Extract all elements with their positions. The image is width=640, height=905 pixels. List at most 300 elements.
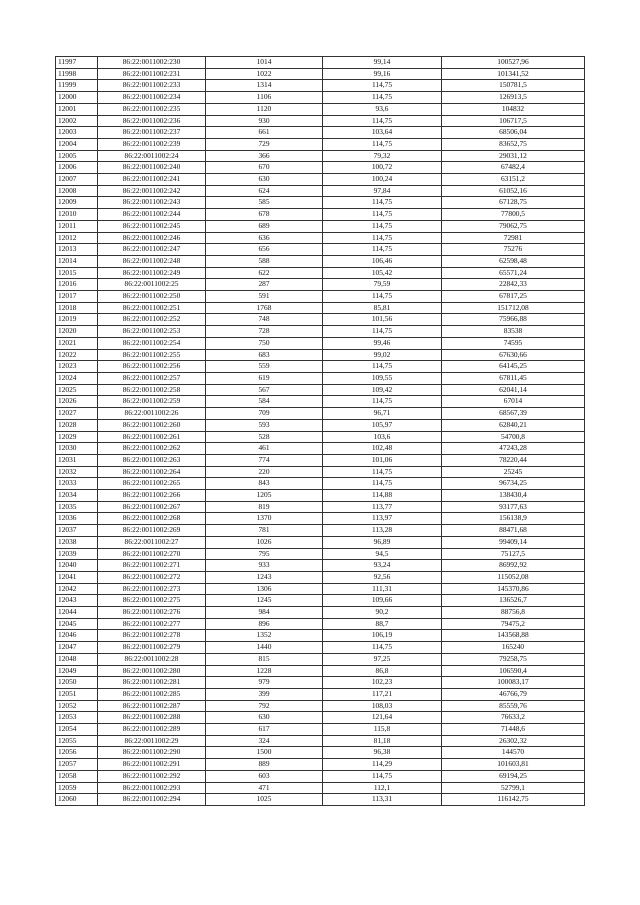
value-cell: 46766,79 bbox=[442, 688, 585, 700]
rate-cell: 94,5 bbox=[323, 548, 442, 560]
cadastral-number-cell: 86:22:0011002:241 bbox=[98, 174, 206, 186]
rate-cell: 114,75 bbox=[323, 197, 442, 209]
cadastral-number-cell: 86:22:0011002:287 bbox=[98, 700, 206, 712]
table-row bbox=[56, 361, 585, 373]
value-cell: 83538 bbox=[442, 326, 585, 338]
rate-cell: 103,6 bbox=[323, 431, 442, 443]
area-cell: 1025 bbox=[206, 794, 323, 806]
cadastral-number-cell: 86:22:0011002:272 bbox=[98, 571, 206, 583]
rate-cell: 101,56 bbox=[323, 314, 442, 326]
cadastral-number-cell: 86:22:0011002:280 bbox=[98, 665, 206, 677]
rate-cell: 85,81 bbox=[323, 302, 442, 314]
value-cell: 68506,04 bbox=[442, 127, 585, 139]
area-cell: 1768 bbox=[206, 302, 323, 314]
area-cell: 792 bbox=[206, 700, 323, 712]
table-row bbox=[56, 255, 585, 267]
value-cell: 138430,4 bbox=[442, 490, 585, 502]
cadastral-number-cell: 86:22:0011002:289 bbox=[98, 724, 206, 736]
area-cell: 399 bbox=[206, 688, 323, 700]
area-cell: 930 bbox=[206, 115, 323, 127]
area-cell: 1022 bbox=[206, 68, 323, 80]
table-row bbox=[56, 618, 585, 630]
area-cell: 1243 bbox=[206, 571, 323, 583]
row-number-cell: 12058 bbox=[56, 770, 98, 782]
cadastral-number-cell: 86:22:0011002:240 bbox=[98, 162, 206, 174]
table-row bbox=[56, 642, 585, 654]
value-cell: 79258,75 bbox=[442, 653, 585, 665]
row-number-cell: 12035 bbox=[56, 501, 98, 513]
area-cell: 819 bbox=[206, 501, 323, 513]
area-cell: 683 bbox=[206, 349, 323, 361]
area-cell: 1245 bbox=[206, 595, 323, 607]
row-number-cell: 12040 bbox=[56, 560, 98, 572]
area-cell: 619 bbox=[206, 372, 323, 384]
cadastral-number-cell: 86:22:0011002:250 bbox=[98, 291, 206, 303]
table-row bbox=[56, 724, 585, 736]
row-number-cell: 12049 bbox=[56, 665, 98, 677]
value-cell: 88471,68 bbox=[442, 525, 585, 537]
cadastral-number-cell: 86:22:0011002:26 bbox=[98, 408, 206, 420]
table-row bbox=[56, 103, 585, 115]
table-row bbox=[56, 712, 585, 724]
table-row bbox=[56, 454, 585, 466]
cadastral-number-cell: 86:22:0011002:292 bbox=[98, 770, 206, 782]
value-cell: 116142,75 bbox=[442, 794, 585, 806]
value-cell: 62840,21 bbox=[442, 419, 585, 431]
area-cell: 1352 bbox=[206, 630, 323, 642]
row-number-cell: 12045 bbox=[56, 618, 98, 630]
row-number-cell: 12046 bbox=[56, 630, 98, 642]
rate-cell: 114,75 bbox=[323, 115, 442, 127]
value-cell: 71448,6 bbox=[442, 724, 585, 736]
area-cell: 750 bbox=[206, 337, 323, 349]
area-cell: 1026 bbox=[206, 536, 323, 548]
cadastral-number-cell: 86:22:0011002:233 bbox=[98, 80, 206, 92]
value-cell: 74595 bbox=[442, 337, 585, 349]
cadastral-number-cell: 86:22:0011002:29 bbox=[98, 735, 206, 747]
value-cell: 25245 bbox=[442, 466, 585, 478]
area-cell: 617 bbox=[206, 724, 323, 736]
value-cell: 64145,25 bbox=[442, 361, 585, 373]
table-row bbox=[56, 162, 585, 174]
row-number-cell: 12056 bbox=[56, 747, 98, 759]
table-row bbox=[56, 349, 585, 361]
cadastral-number-cell: 86:22:0011002:294 bbox=[98, 794, 206, 806]
table-row bbox=[56, 431, 585, 443]
table-row bbox=[56, 759, 585, 771]
value-cell: 67128,75 bbox=[442, 197, 585, 209]
value-cell: 76633,2 bbox=[442, 712, 585, 724]
area-cell: 366 bbox=[206, 150, 323, 162]
value-cell: 99409,14 bbox=[442, 536, 585, 548]
area-cell: 591 bbox=[206, 291, 323, 303]
rate-cell: 93,24 bbox=[323, 560, 442, 572]
row-number-cell: 12044 bbox=[56, 607, 98, 619]
table-row bbox=[56, 80, 585, 92]
value-cell: 136526,7 bbox=[442, 595, 585, 607]
table-row bbox=[56, 244, 585, 256]
cadastral-number-cell: 86:22:0011002:27 bbox=[98, 536, 206, 548]
area-cell: 630 bbox=[206, 712, 323, 724]
rate-cell: 92,56 bbox=[323, 571, 442, 583]
table-row bbox=[56, 770, 585, 782]
cadastral-number-cell: 86:22:0011002:235 bbox=[98, 103, 206, 115]
cadastral-number-cell: 86:22:0011002:258 bbox=[98, 384, 206, 396]
cadastral-number-cell: 86:22:0011002:230 bbox=[98, 57, 206, 69]
area-cell: 324 bbox=[206, 735, 323, 747]
rate-cell: 114,75 bbox=[323, 466, 442, 478]
table-row bbox=[56, 688, 585, 700]
table-row bbox=[56, 232, 585, 244]
value-cell: 85559,76 bbox=[442, 700, 585, 712]
table-row bbox=[56, 560, 585, 572]
value-cell: 75276 bbox=[442, 244, 585, 256]
rate-cell: 113,97 bbox=[323, 513, 442, 525]
cadastral-number-cell: 86:22:0011002:231 bbox=[98, 68, 206, 80]
value-cell: 75966,88 bbox=[442, 314, 585, 326]
row-number-cell: 12016 bbox=[56, 279, 98, 291]
row-number-cell: 12050 bbox=[56, 677, 98, 689]
area-cell: 1370 bbox=[206, 513, 323, 525]
value-cell: 67630,66 bbox=[442, 349, 585, 361]
row-number-cell: 12051 bbox=[56, 688, 98, 700]
rate-cell: 96,89 bbox=[323, 536, 442, 548]
rate-cell: 106,19 bbox=[323, 630, 442, 642]
row-number-cell: 12057 bbox=[56, 759, 98, 771]
cadastral-number-cell: 86:22:0011002:257 bbox=[98, 372, 206, 384]
row-number-cell: 12017 bbox=[56, 291, 98, 303]
table-row bbox=[56, 490, 585, 502]
area-cell: 1306 bbox=[206, 583, 323, 595]
cadastral-number-cell: 86:22:0011002:251 bbox=[98, 302, 206, 314]
rate-cell: 105,97 bbox=[323, 419, 442, 431]
table-row bbox=[56, 174, 585, 186]
value-cell: 79475,2 bbox=[442, 618, 585, 630]
cadastral-number-cell: 86:22:0011002:267 bbox=[98, 501, 206, 513]
cadastral-number-cell: 86:22:0011002:253 bbox=[98, 326, 206, 338]
table-row bbox=[56, 138, 585, 150]
row-number-cell: 12018 bbox=[56, 302, 98, 314]
rate-cell: 97,25 bbox=[323, 653, 442, 665]
area-cell: 656 bbox=[206, 244, 323, 256]
table-row bbox=[56, 700, 585, 712]
rate-cell: 113,31 bbox=[323, 794, 442, 806]
cadastral-number-cell: 86:22:0011002:247 bbox=[98, 244, 206, 256]
value-cell: 106717,5 bbox=[442, 115, 585, 127]
row-number-cell: 12007 bbox=[56, 174, 98, 186]
table-row bbox=[56, 326, 585, 338]
cadastral-number-cell: 86:22:0011002:278 bbox=[98, 630, 206, 642]
area-cell: 1120 bbox=[206, 103, 323, 115]
rate-cell: 105,42 bbox=[323, 267, 442, 279]
rate-cell: 101,06 bbox=[323, 454, 442, 466]
row-number-cell: 12020 bbox=[56, 326, 98, 338]
rate-cell: 109,55 bbox=[323, 372, 442, 384]
table-row bbox=[56, 548, 585, 560]
cadastral-number-cell: 86:22:0011002:291 bbox=[98, 759, 206, 771]
area-cell: 678 bbox=[206, 209, 323, 221]
row-number-cell: 12053 bbox=[56, 712, 98, 724]
area-cell: 933 bbox=[206, 560, 323, 572]
table-row bbox=[56, 571, 585, 583]
area-cell: 567 bbox=[206, 384, 323, 396]
row-number-cell: 12059 bbox=[56, 782, 98, 794]
cadastral-number-cell: 86:22:0011002:237 bbox=[98, 127, 206, 139]
cadastral-number-cell: 86:22:0011002:275 bbox=[98, 595, 206, 607]
cadastral-number-cell: 86:22:0011002:271 bbox=[98, 560, 206, 572]
area-cell: 585 bbox=[206, 197, 323, 209]
rate-cell: 114,75 bbox=[323, 642, 442, 654]
rate-cell: 115,8 bbox=[323, 724, 442, 736]
area-cell: 896 bbox=[206, 618, 323, 630]
area-cell: 528 bbox=[206, 431, 323, 443]
area-cell: 729 bbox=[206, 138, 323, 150]
rate-cell: 114,75 bbox=[323, 232, 442, 244]
row-number-cell: 12038 bbox=[56, 536, 98, 548]
value-cell: 62041,14 bbox=[442, 384, 585, 396]
row-number-cell: 12005 bbox=[56, 150, 98, 162]
row-number-cell: 12008 bbox=[56, 185, 98, 197]
value-cell: 126913,5 bbox=[442, 92, 585, 104]
rate-cell: 102,23 bbox=[323, 677, 442, 689]
row-number-cell: 12031 bbox=[56, 454, 98, 466]
area-cell: 593 bbox=[206, 419, 323, 431]
cadastral-number-cell: 86:22:0011002:252 bbox=[98, 314, 206, 326]
area-cell: 636 bbox=[206, 232, 323, 244]
value-cell: 151712,08 bbox=[442, 302, 585, 314]
value-cell: 67014 bbox=[442, 396, 585, 408]
area-cell: 461 bbox=[206, 443, 323, 455]
row-number-cell: 12034 bbox=[56, 490, 98, 502]
rate-cell: 97,84 bbox=[323, 185, 442, 197]
rate-cell: 114,75 bbox=[323, 361, 442, 373]
row-number-cell: 12003 bbox=[56, 127, 98, 139]
value-cell: 75127,5 bbox=[442, 548, 585, 560]
cadastral-number-cell: 86:22:0011002:261 bbox=[98, 431, 206, 443]
value-cell: 67482,4 bbox=[442, 162, 585, 174]
row-number-cell: 12021 bbox=[56, 337, 98, 349]
area-cell: 1500 bbox=[206, 747, 323, 759]
value-cell: 83652,75 bbox=[442, 138, 585, 150]
rate-cell: 114,75 bbox=[323, 209, 442, 221]
area-cell: 670 bbox=[206, 162, 323, 174]
table-row bbox=[56, 127, 585, 139]
row-number-cell: 12039 bbox=[56, 548, 98, 560]
value-cell: 65571,24 bbox=[442, 267, 585, 279]
cadastral-number-cell: 86:22:0011002:281 bbox=[98, 677, 206, 689]
area-cell: 1228 bbox=[206, 665, 323, 677]
cadastral-number-cell: 86:22:0011002:290 bbox=[98, 747, 206, 759]
row-number-cell: 12022 bbox=[56, 349, 98, 361]
cadastral-number-cell: 86:22:0011002:269 bbox=[98, 525, 206, 537]
rate-cell: 100,72 bbox=[323, 162, 442, 174]
table-row bbox=[56, 513, 585, 525]
value-cell: 101603,81 bbox=[442, 759, 585, 771]
area-cell: 709 bbox=[206, 408, 323, 420]
area-cell: 979 bbox=[206, 677, 323, 689]
cadastral-number-cell: 86:22:0011002:262 bbox=[98, 443, 206, 455]
row-number-cell: 12036 bbox=[56, 513, 98, 525]
cadastral-number-cell: 86:22:0011002:273 bbox=[98, 583, 206, 595]
value-cell: 150781,5 bbox=[442, 80, 585, 92]
table-row bbox=[56, 150, 585, 162]
row-number-cell: 12014 bbox=[56, 255, 98, 267]
rate-cell: 113,77 bbox=[323, 501, 442, 513]
rate-cell: 79,32 bbox=[323, 150, 442, 162]
rate-cell: 106,46 bbox=[323, 255, 442, 267]
row-number-cell: 12055 bbox=[56, 735, 98, 747]
row-number-cell: 12024 bbox=[56, 372, 98, 384]
value-cell: 78220,44 bbox=[442, 454, 585, 466]
cadastral-number-cell: 86:22:0011002:234 bbox=[98, 92, 206, 104]
rate-cell: 103,64 bbox=[323, 127, 442, 139]
rate-cell: 114,75 bbox=[323, 244, 442, 256]
value-cell: 67817,25 bbox=[442, 291, 585, 303]
row-number-cell: 12042 bbox=[56, 583, 98, 595]
row-number-cell: 12043 bbox=[56, 595, 98, 607]
table-row bbox=[56, 747, 585, 759]
table-row bbox=[56, 782, 585, 794]
rate-cell: 114,75 bbox=[323, 396, 442, 408]
value-cell: 67811,45 bbox=[442, 372, 585, 384]
row-number-cell: 12060 bbox=[56, 794, 98, 806]
table-row bbox=[56, 372, 585, 384]
area-cell: 795 bbox=[206, 548, 323, 560]
table-row bbox=[56, 536, 585, 548]
rate-cell: 114,75 bbox=[323, 220, 442, 232]
value-cell: 96734,25 bbox=[442, 478, 585, 490]
row-number-cell: 11997 bbox=[56, 57, 98, 69]
table-row bbox=[56, 314, 585, 326]
cadastral-number-cell: 86:22:0011002:236 bbox=[98, 115, 206, 127]
rate-cell: 79,59 bbox=[323, 279, 442, 291]
cadastral-number-cell: 86:22:0011002:293 bbox=[98, 782, 206, 794]
rate-cell: 99,02 bbox=[323, 349, 442, 361]
rate-cell: 114,75 bbox=[323, 478, 442, 490]
row-number-cell: 11999 bbox=[56, 80, 98, 92]
table-row bbox=[56, 466, 585, 478]
table-row bbox=[56, 302, 585, 314]
cadastral-number-cell: 86:22:0011002:256 bbox=[98, 361, 206, 373]
value-cell: 63151,2 bbox=[442, 174, 585, 186]
row-number-cell: 12027 bbox=[56, 408, 98, 420]
rate-cell: 112,1 bbox=[323, 782, 442, 794]
cadastral-number-cell: 86:22:0011002:243 bbox=[98, 197, 206, 209]
area-cell: 1106 bbox=[206, 92, 323, 104]
row-number-cell: 12033 bbox=[56, 478, 98, 490]
area-cell: 588 bbox=[206, 255, 323, 267]
value-cell: 69194,25 bbox=[442, 770, 585, 782]
row-number-cell: 12032 bbox=[56, 466, 98, 478]
rate-cell: 99,46 bbox=[323, 337, 442, 349]
value-cell: 165240 bbox=[442, 642, 585, 654]
value-cell: 156138,9 bbox=[442, 513, 585, 525]
rate-cell: 111,31 bbox=[323, 583, 442, 595]
cadastral-number-cell: 86:22:0011002:248 bbox=[98, 255, 206, 267]
value-cell: 106590,4 bbox=[442, 665, 585, 677]
table-row bbox=[56, 220, 585, 232]
rate-cell: 121,64 bbox=[323, 712, 442, 724]
value-cell: 79062,75 bbox=[442, 220, 585, 232]
table-row bbox=[56, 443, 585, 455]
cadastral-number-cell: 86:22:0011002:276 bbox=[98, 607, 206, 619]
cadastral-number-cell: 86:22:0011002:264 bbox=[98, 466, 206, 478]
cadastral-number-cell: 86:22:0011002:263 bbox=[98, 454, 206, 466]
cadastral-number-cell: 86:22:0011002:239 bbox=[98, 138, 206, 150]
row-number-cell: 12013 bbox=[56, 244, 98, 256]
area-cell: 584 bbox=[206, 396, 323, 408]
table-row bbox=[56, 665, 585, 677]
area-cell: 661 bbox=[206, 127, 323, 139]
rate-cell: 114,29 bbox=[323, 759, 442, 771]
cadastral-number-cell: 86:22:0011002:285 bbox=[98, 688, 206, 700]
cadastral-number-cell: 86:22:0011002:270 bbox=[98, 548, 206, 560]
row-number-cell: 12019 bbox=[56, 314, 98, 326]
table-row bbox=[56, 478, 585, 490]
value-cell: 52799,1 bbox=[442, 782, 585, 794]
area-cell: 603 bbox=[206, 770, 323, 782]
area-cell: 815 bbox=[206, 653, 323, 665]
area-cell: 624 bbox=[206, 185, 323, 197]
area-cell: 1205 bbox=[206, 490, 323, 502]
row-number-cell: 12002 bbox=[56, 115, 98, 127]
area-cell: 689 bbox=[206, 220, 323, 232]
rate-cell: 88,7 bbox=[323, 618, 442, 630]
rate-cell: 93,6 bbox=[323, 103, 442, 115]
area-cell: 1014 bbox=[206, 57, 323, 69]
row-number-cell: 12004 bbox=[56, 138, 98, 150]
table-row bbox=[56, 583, 585, 595]
rate-cell: 102,48 bbox=[323, 443, 442, 455]
table-row bbox=[56, 384, 585, 396]
rate-cell: 114,75 bbox=[323, 770, 442, 782]
area-cell: 748 bbox=[206, 314, 323, 326]
row-number-cell: 12026 bbox=[56, 396, 98, 408]
rate-cell: 108,03 bbox=[323, 700, 442, 712]
value-cell: 77800,5 bbox=[442, 209, 585, 221]
row-number-cell: 12011 bbox=[56, 220, 98, 232]
value-cell: 22842,33 bbox=[442, 279, 585, 291]
rate-cell: 114,75 bbox=[323, 92, 442, 104]
cadastral-number-cell: 86:22:0011002:259 bbox=[98, 396, 206, 408]
rate-cell: 96,71 bbox=[323, 408, 442, 420]
table-row bbox=[56, 408, 585, 420]
table-row bbox=[56, 735, 585, 747]
row-number-cell: 12006 bbox=[56, 162, 98, 174]
table-row bbox=[56, 677, 585, 689]
rate-cell: 90,2 bbox=[323, 607, 442, 619]
area-cell: 984 bbox=[206, 607, 323, 619]
table-row bbox=[56, 267, 585, 279]
rate-cell: 86,8 bbox=[323, 665, 442, 677]
value-cell: 47243,28 bbox=[442, 443, 585, 455]
row-number-cell: 12037 bbox=[56, 525, 98, 537]
area-cell: 220 bbox=[206, 466, 323, 478]
table-row bbox=[56, 68, 585, 80]
cadastral-number-cell: 86:22:0011002:242 bbox=[98, 185, 206, 197]
cadastral-number-cell: 86:22:0011002:249 bbox=[98, 267, 206, 279]
rate-cell: 109,42 bbox=[323, 384, 442, 396]
cadastral-number-cell: 86:22:0011002:245 bbox=[98, 220, 206, 232]
row-number-cell: 12041 bbox=[56, 571, 98, 583]
value-cell: 144570 bbox=[442, 747, 585, 759]
cadastral-number-cell: 86:22:0011002:28 bbox=[98, 653, 206, 665]
rate-cell: 99,16 bbox=[323, 68, 442, 80]
row-number-cell: 12023 bbox=[56, 361, 98, 373]
cadastral-number-cell: 86:22:0011002:279 bbox=[98, 642, 206, 654]
area-cell: 287 bbox=[206, 279, 323, 291]
value-cell: 100083,17 bbox=[442, 677, 585, 689]
